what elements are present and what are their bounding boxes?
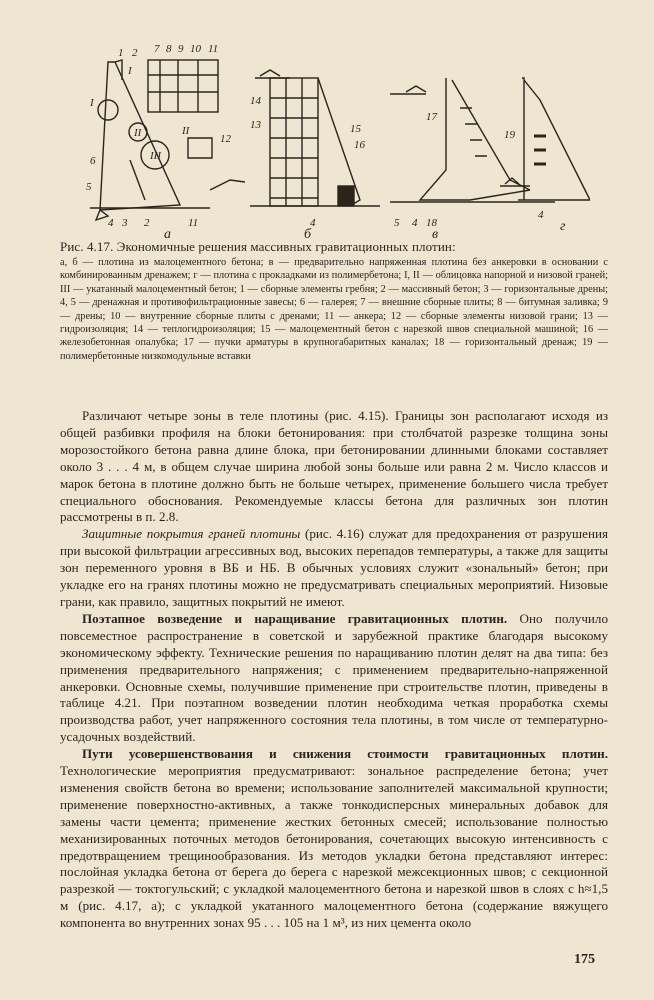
label-a-III: III <box>150 150 161 162</box>
label-c-5: 5 <box>394 217 400 229</box>
label-c-4b: 4 <box>538 209 544 221</box>
label-a-11b: 11 <box>208 43 219 55</box>
label-a-7: 7 <box>154 43 160 55</box>
label-a-II: II <box>134 127 142 139</box>
label-b-14: 14 <box>250 95 261 107</box>
label-a-I: I <box>128 65 132 77</box>
label-b-4: 4 <box>310 217 316 229</box>
heading-cost-reduction: Пути усовершенствования и снижения стоимости гравитационных плотин. <box>82 746 608 762</box>
text-cost-reduction: Технологические мероприятия предусматривают: зональное распределение бетона; учет изменения свойств бетона во времени; использование заполнителей максимальной крупности; применение поверхностно-активных, а также тонкодисперсных минеральных добавок для замены части цемента; применение жестких бетонных смесей; использование полностью механизированных поточных методов бетонирования, сочетающих высокую интенсивность с предотвращением трещинообразования. Из методов укладки бетона представляют интерес: послойная укладка бетона от берега до берега с нарезкой межсекционных швов; с секционной разрезкой — токтогульский; с укладкой малоцементного бетона и нарезкой швов в слоях с h≈1,5 м (рис. 4.17, а); с укладкой укатанного малоцементного бетона (содержание вяжущего компонента во внутренних зонах 95 . . . 105 на 1 м³, из них цемента около <box>60 763 608 931</box>
text-staged-construction: Оно получило повсеместное распространение в советской и зарубежной практике благодаря высокому экономическому эффекту. Технические решения по наращиванию плотин делят на два типа: без применения предварительного напряжения; с применением предварительно-напряженной анкеровки. Основные схемы, получившие применение при строительстве плотин, приведены в таблице 4.21. При поэтапном возведении плотин необходима четкая проработка схемы производства работ, учет напряженного состояния тела плотины, в том числе от температурно-усадочных воздействий. <box>60 610 608 745</box>
label-a-4: 4 <box>108 217 114 229</box>
text-protective-coatings: (рис. 4.16) служат для предохранения от разрушения при высокой фильтрации агрессивных вод, высоких перепадов температуры, а также для защиты зон переменного уровня в ВБ и НБ. В обычных условиях служит «зональный» бетон; при укладке его на гранях плотины можно не предусматривать специальных мероприятий. Низовые грани, как правило, защитных покрытий не имеют. <box>60 526 608 609</box>
label-a-6: 6 <box>90 155 96 167</box>
paragraph-cost-reduction <box>60 746 608 932</box>
label-a-5: 5 <box>86 181 92 193</box>
label-c-4: 4 <box>412 217 418 229</box>
label-b-16: 16 <box>354 139 365 151</box>
label-a-11: 11 <box>188 217 199 229</box>
label-a-8: 8 <box>166 43 172 55</box>
label-a-3: 3 <box>122 217 128 229</box>
heading-protective-coatings: Защитные покрытия граней плотины <box>82 526 301 542</box>
label-c-18: 18 <box>426 217 437 229</box>
label-a-10: 10 <box>190 43 201 55</box>
label-c-17: 17 <box>426 111 437 123</box>
sublabel-c: в <box>432 227 439 240</box>
label-a-2: 2 <box>132 47 138 59</box>
label-a-12: 12 <box>220 133 231 145</box>
label-a-II-b: II <box>182 125 190 137</box>
figure-4-17 <box>60 40 590 240</box>
sublabel-d: г <box>560 219 566 234</box>
label-a-I-b: I <box>90 97 94 109</box>
sublabel-b: б <box>304 227 312 240</box>
paragraph-staged-construction <box>60 611 608 746</box>
label-d-19: 19 <box>504 129 515 141</box>
caption-title: Рис. 4.17. Экономичные решения массивных гравитационных плотин: <box>60 239 456 254</box>
page-number: 175 <box>574 952 595 967</box>
dam-drawings <box>60 40 590 240</box>
label-a-1: 1 <box>118 47 124 59</box>
heading-staged-construction: Поэтапное возведение и наращивание гравитационных плотин. <box>82 610 508 626</box>
body-text <box>60 408 608 932</box>
paragraph-protective-coatings <box>60 526 608 611</box>
sublabel-a: а <box>164 227 171 240</box>
figure-caption <box>60 238 608 363</box>
label-b-13: 13 <box>250 119 261 131</box>
label-a-2b: 2 <box>144 217 150 229</box>
label-a-9: 9 <box>178 43 184 55</box>
paragraph-zones: Различают четыре зоны в теле плотины (рис. 4.15). Границы зон располагают исходя из общей разбивки профиля на блоки бетонирования: при столбчатой разрезке толщина зоны морозостойкого бетона равна длине блока, при бетонировании длинными блоками составляет около 3 . . . 4 м, в общем случае ширина любой зоны больше или равна 2 м. Число классов и марок бетона в плотине должно быть не больше четырех, применение большего числа требует специального обоснования. Рекомендуемые классы бетона для различных зон плотин рассмотрены в п. 2.8. <box>60 408 608 525</box>
caption-body: а, б — плотина из малоцементного бетона; в — предварительно напряженная плотина без анкеровки в основании с комбинированным дренажем; г — плотина с прокладками из полимербетона; I, II — облицовка напорной и низовой граней; III — укатанный малоцементный бетон; 1 — сборные элементы гребня; 2 — массивный бетон; 3 — горизонтальные дрены; 4, 5 — дренажная и противофильтрационные завесы; 6 — галерея; 7 — внешние сборные плиты; 8 — битумная заливка; 9 — дрены; 10 — внутренние сборные плиты с дренами; 11 — анкера; 12 — сборные элементы низовой грани; 13 — гидроизоляция; 14 — теплогидроизоляция; 15 — малоцементный бетон с нарезкой швов специальной машиной; 16 — железобетонная опалубка; 17 — пучки арматуры в крупногабаритных каналах; 18 — горизонтальный дренаж; 19 — полимербетонные низкомодульные вставки <box>60 257 608 362</box>
label-b-15: 15 <box>350 123 361 135</box>
